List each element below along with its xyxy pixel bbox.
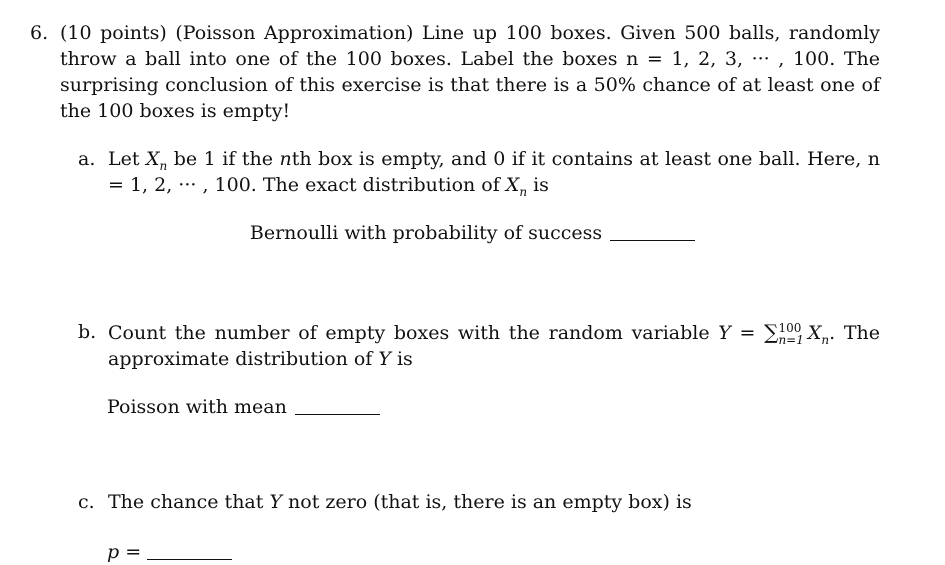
sub-n-2: n	[519, 184, 528, 199]
part-b-text-2: . The approximate distribution of	[108, 322, 881, 370]
part-a	[78, 146, 880, 198]
part-b-label: b.	[78, 321, 97, 343]
problem-header	[30, 20, 880, 124]
part-c-answer-prompt: p =	[107, 541, 142, 563]
part-b-text-1: Count the number of empty boxes with the random variable	[108, 322, 719, 344]
problem-6	[30, 20, 880, 124]
part-c-text-1: The chance that	[108, 491, 270, 513]
var-y-3: Y	[269, 491, 282, 513]
part-b	[78, 319, 880, 372]
part-c-answer	[107, 539, 232, 565]
var-x-2: X	[505, 174, 520, 196]
part-a-text-5: is	[527, 174, 549, 196]
part-b-text	[108, 319, 880, 372]
sub-n-3: n	[821, 332, 830, 347]
part-a-answer-blank[interactable]	[610, 222, 695, 241]
part-a-label: a.	[78, 148, 96, 170]
part-b-answer-blank[interactable]	[295, 396, 380, 415]
part-b-answer-prompt: Poisson with mean	[107, 396, 287, 418]
problem-intro: (10 points) (Poisson Approximation) Line up 100 boxes. Given 500 balls, randomly throw a ball into one of the 100 boxes. Label the boxes n = 1, 2, 3, ··· , 100. The surprising conclusion of this exercise is that there is a 50% chance of at least one of the 100 boxes is empty!	[60, 22, 880, 122]
part-c-text-2: not zero (that is, there is an empty box) is	[281, 491, 692, 513]
part-a-text-4: n = 1, 2, ··· , 100. The exact distribution of	[108, 148, 880, 196]
var-x-3: X	[807, 322, 822, 344]
part-a-text-1: Let	[108, 148, 146, 170]
part-a-text	[108, 146, 880, 198]
part-a-answer-prompt: Bernoulli with probability of success	[249, 222, 603, 244]
equals-sign: =	[730, 322, 765, 344]
part-c-text	[108, 489, 880, 515]
sum-lower: n=1	[778, 333, 804, 347]
part-a-text-3: th box is empty, and 0 if it contains at least one ball. Here,	[291, 148, 868, 170]
part-b-answer	[107, 394, 380, 420]
sum-limits	[778, 322, 803, 346]
part-c-label: c.	[78, 491, 95, 513]
part-c	[78, 489, 880, 515]
problem-number: 6.	[30, 22, 49, 44]
part-c-answer-blank[interactable]	[147, 541, 232, 560]
sum-upper: 100	[778, 321, 802, 335]
var-x: X	[146, 148, 160, 170]
part-b-text-3: is	[390, 348, 413, 370]
var-n: n	[279, 148, 292, 170]
var-y-2: Y	[378, 348, 391, 370]
part-a-answer	[0, 220, 945, 246]
sum-symbol: ∑	[764, 320, 779, 344]
sub-n: n	[159, 158, 168, 173]
part-a-text-2: be 1 if the	[167, 148, 280, 170]
var-y: Y	[718, 322, 731, 344]
